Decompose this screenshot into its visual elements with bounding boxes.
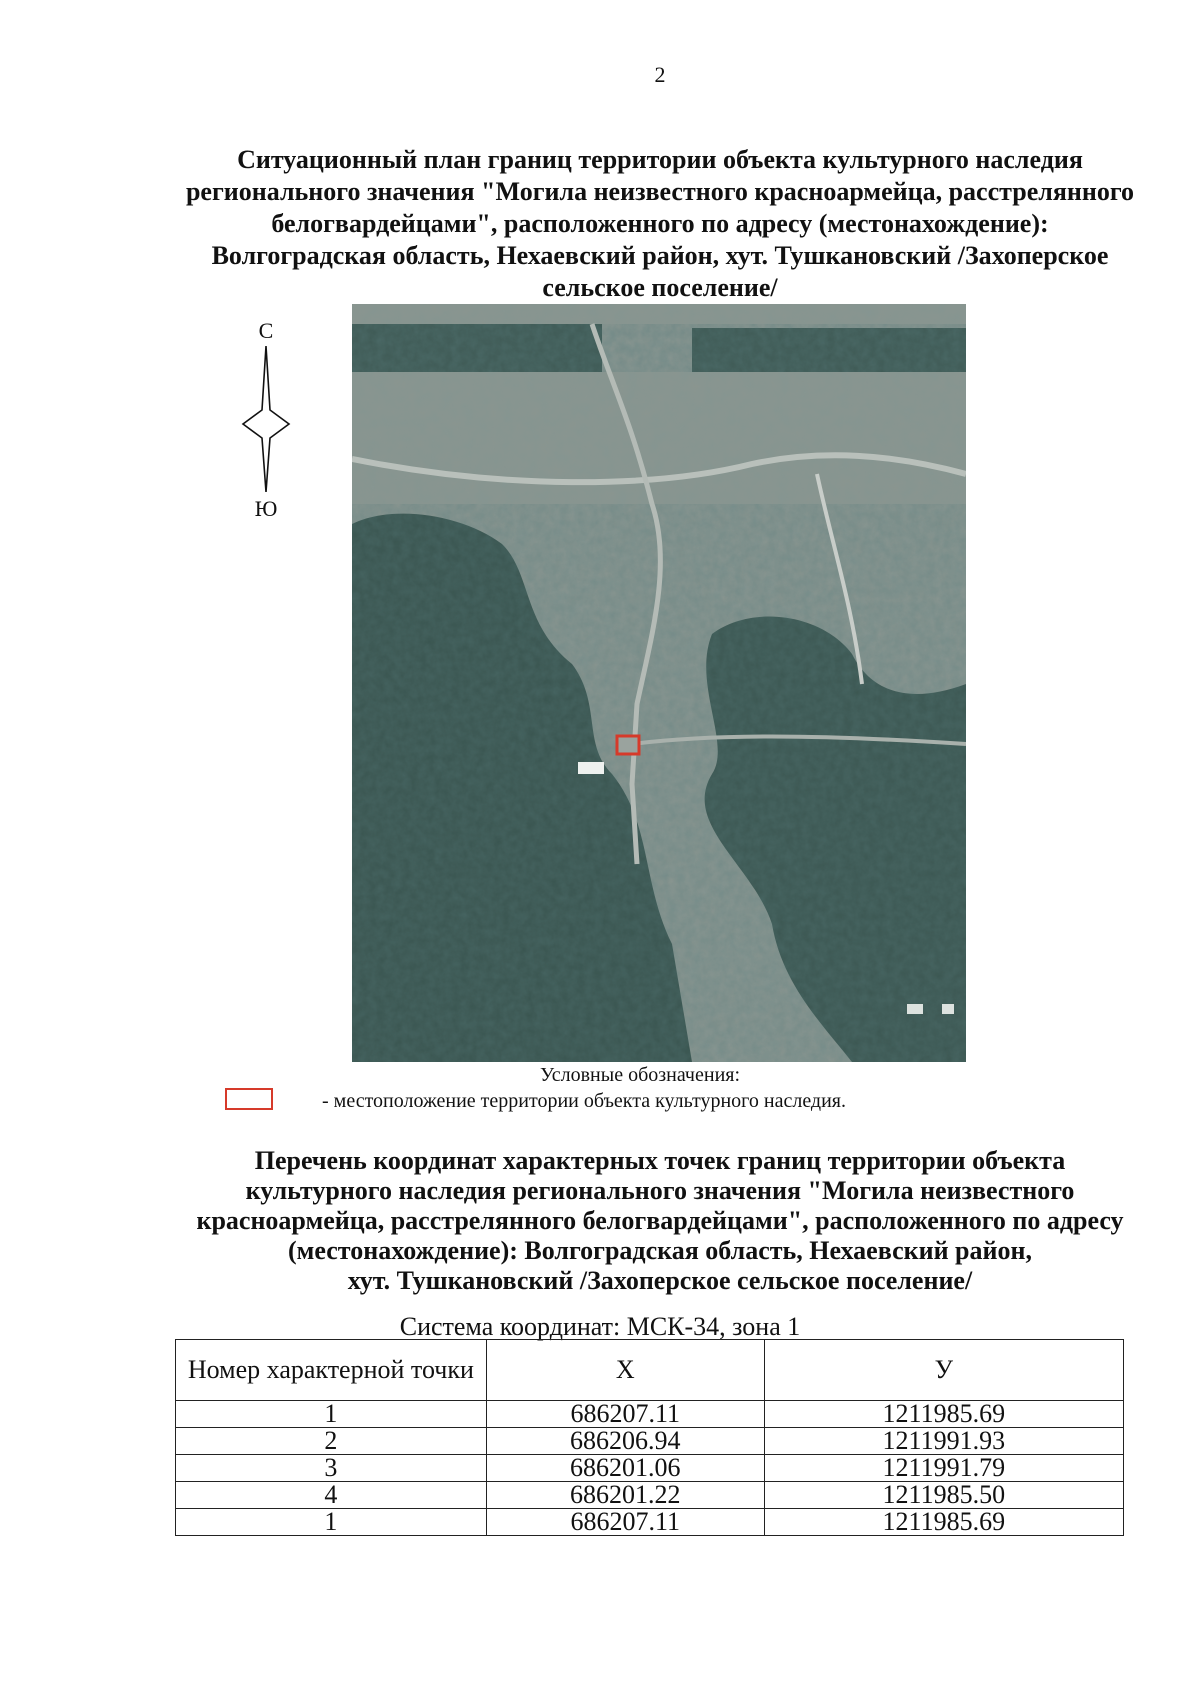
subtitle-line: хут. Тушкановский /Захоперское сельское поселение/ — [347, 1266, 973, 1295]
table-row — [176, 1428, 1124, 1455]
title-line: Волгоградская область, Нехаевский район, хут. Тушкановский /Захоперское — [211, 241, 1109, 270]
coordinate-system-label: Система координат: МСК-34, зона 1 — [399, 1312, 801, 1341]
compass-south-label: Ю — [254, 496, 278, 521]
satellite-image — [352, 304, 966, 1062]
satellite-map — [352, 304, 966, 1062]
document-title — [150, 144, 1170, 304]
subtitle-line: красноармейца, расстрелянного белогвардейцами", расположенного по адресу — [196, 1206, 1124, 1235]
title-line: белогвардейцами", расположенного по адресу (местонахождение): — [271, 209, 1049, 238]
subtitle-line: культурного наследия регионального значения "Могила неизвестного — [245, 1176, 1075, 1205]
table-row — [176, 1509, 1124, 1536]
header-y: У — [764, 1340, 1123, 1401]
cell-x: 686201.06 — [486, 1455, 764, 1482]
cell-y: 1211985.69 — [764, 1509, 1123, 1536]
table-row — [176, 1401, 1124, 1428]
header-x: X — [486, 1340, 764, 1401]
table-header-row — [176, 1340, 1124, 1401]
title-line: сельское поселение/ — [542, 273, 778, 302]
coordinates-heading — [150, 1146, 1170, 1296]
subtitle-line: Перечень координат характерных точек границ территории объекта — [254, 1146, 1066, 1175]
cell-point: 1 — [176, 1401, 487, 1428]
title-line: Ситуационный план границ территории объекта культурного наследия — [237, 145, 1083, 174]
cell-x: 686201.22 — [486, 1482, 764, 1509]
table-row — [176, 1455, 1124, 1482]
cell-point: 4 — [176, 1482, 487, 1509]
cell-point: 3 — [176, 1455, 487, 1482]
cell-y: 1211991.79 — [764, 1455, 1123, 1482]
page-number: 2 — [654, 62, 666, 87]
table-row — [176, 1482, 1124, 1509]
cell-y: 1211991.93 — [764, 1428, 1123, 1455]
legend-swatch — [225, 1088, 273, 1110]
cell-y: 1211985.50 — [764, 1482, 1123, 1509]
subtitle-line: (местонахождение): Волгоградская область, Нехаевский район, — [288, 1236, 1032, 1265]
cell-x: 686207.11 — [486, 1401, 764, 1428]
compass-arrow-icon — [241, 344, 291, 494]
legend-item-label: - местоположение территории объекта культурного наследия. — [322, 1090, 847, 1112]
legend-title: Условные обозначения: — [540, 1064, 741, 1086]
cell-point: 1 — [176, 1509, 487, 1536]
cell-point: 2 — [176, 1428, 487, 1455]
cell-x: 686206.94 — [486, 1428, 764, 1455]
compass-rose — [236, 318, 296, 528]
title-line: регионального значения "Могила неизвестного красноармейца, расстрелянного — [185, 177, 1135, 206]
cell-x: 686207.11 — [486, 1509, 764, 1536]
cell-y: 1211985.69 — [764, 1401, 1123, 1428]
header-point-number: Номер характерной точки — [176, 1340, 487, 1401]
compass-north-label: С — [258, 318, 274, 343]
heritage-site-marker — [617, 736, 639, 754]
coordinates-table — [175, 1339, 1124, 1536]
